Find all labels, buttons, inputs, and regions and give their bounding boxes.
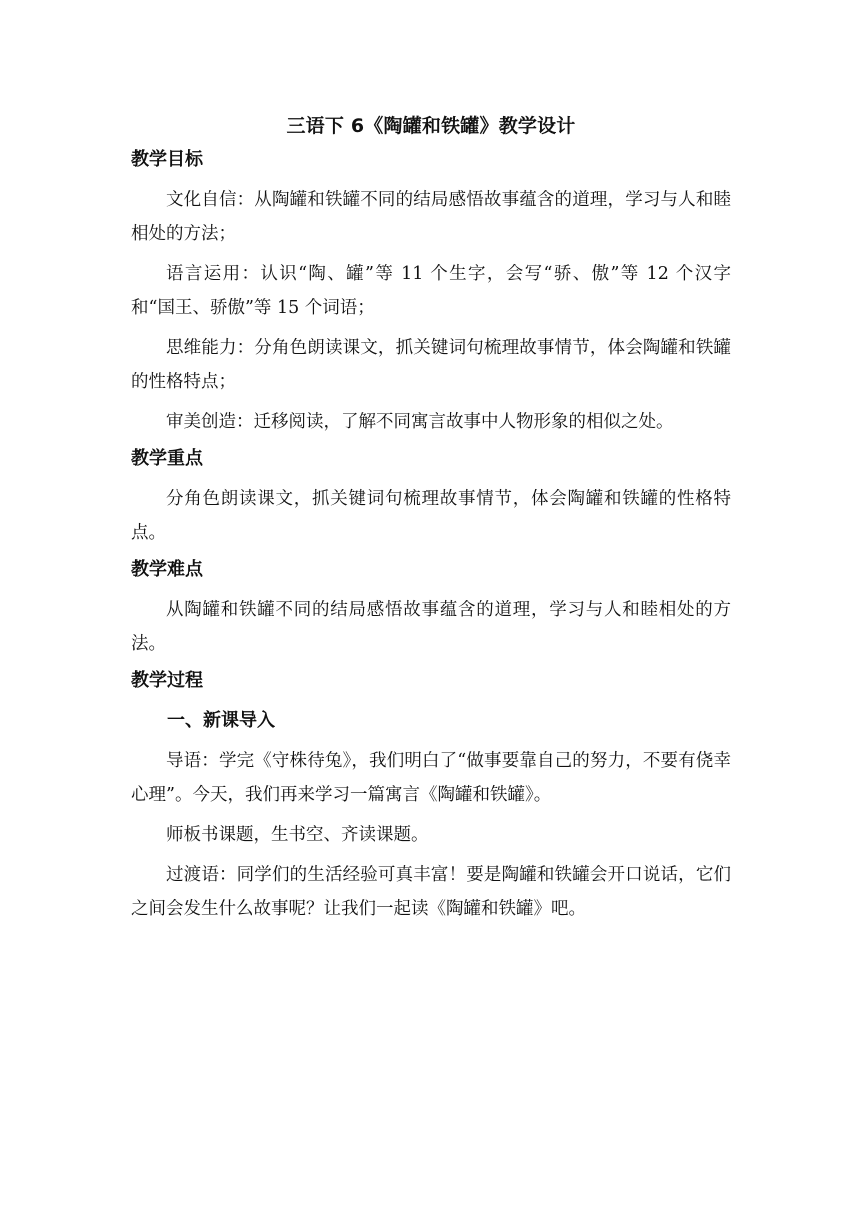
difficulty-paragraph: 从陶罐和铁罐不同的结局感悟故事蕴含的道理，学习与人和睦相处的方法。	[131, 600, 731, 654]
section-heading-process: 教学过程	[131, 670, 203, 691]
goal-paragraph-language: 语言运用：认识“陶、罐”等 11 个生字，会写“骄、傲”等 12 个汉字和“国王、骄傲”等 15 个词语；	[131, 264, 731, 318]
process-paragraph-intro: 导语：学完《守株待兔》，我们明白了“做事要靠自己的努力，不要有侥幸心理”。今天，我们再来学习一篇寓言《陶罐和铁罐》。	[131, 751, 731, 805]
section-teaching-difficulty	[131, 556, 731, 661]
section-heading-goals: 教学目标	[131, 149, 203, 170]
process-paragraph-transition: 过渡语：同学们的生活经验可真丰富！要是陶罐和铁罐会开口说话，它们之间会发生什么故事呢？让我们一起读《陶罐和铁罐》吧。	[131, 865, 731, 919]
process-paragraph-board: 师板书课题，生书空、齐读课题。	[166, 825, 429, 845]
goal-paragraph-thinking: 思维能力：分角色朗读课文，抓关键词句梳理故事情节，体会陶罐和铁罐的性格特点；	[131, 338, 731, 392]
section-heading-difficulty: 教学难点	[131, 559, 203, 580]
section-teaching-process	[131, 667, 731, 926]
process-subheading-intro: 一、新课导入	[167, 710, 275, 731]
goal-paragraph-aesthetic: 审美创造：迁移阅读，了解不同寓言故事中人物形象的相似之处。	[166, 412, 674, 432]
section-teaching-goals	[131, 146, 731, 439]
document-content	[131, 112, 731, 932]
document-title: 三语下 6《陶罐和铁罐》教学设计	[286, 115, 576, 137]
section-heading-focus: 教学重点	[131, 448, 203, 469]
focus-paragraph: 分角色朗读课文，抓关键词句梳理故事情节，体会陶罐和铁罐的性格特点。	[131, 489, 731, 543]
section-teaching-focus	[131, 445, 731, 550]
goal-paragraph-culture: 文化自信：从陶罐和铁罐不同的结局感悟故事蕴含的道理，学习与人和睦相处的方法；	[131, 190, 731, 244]
